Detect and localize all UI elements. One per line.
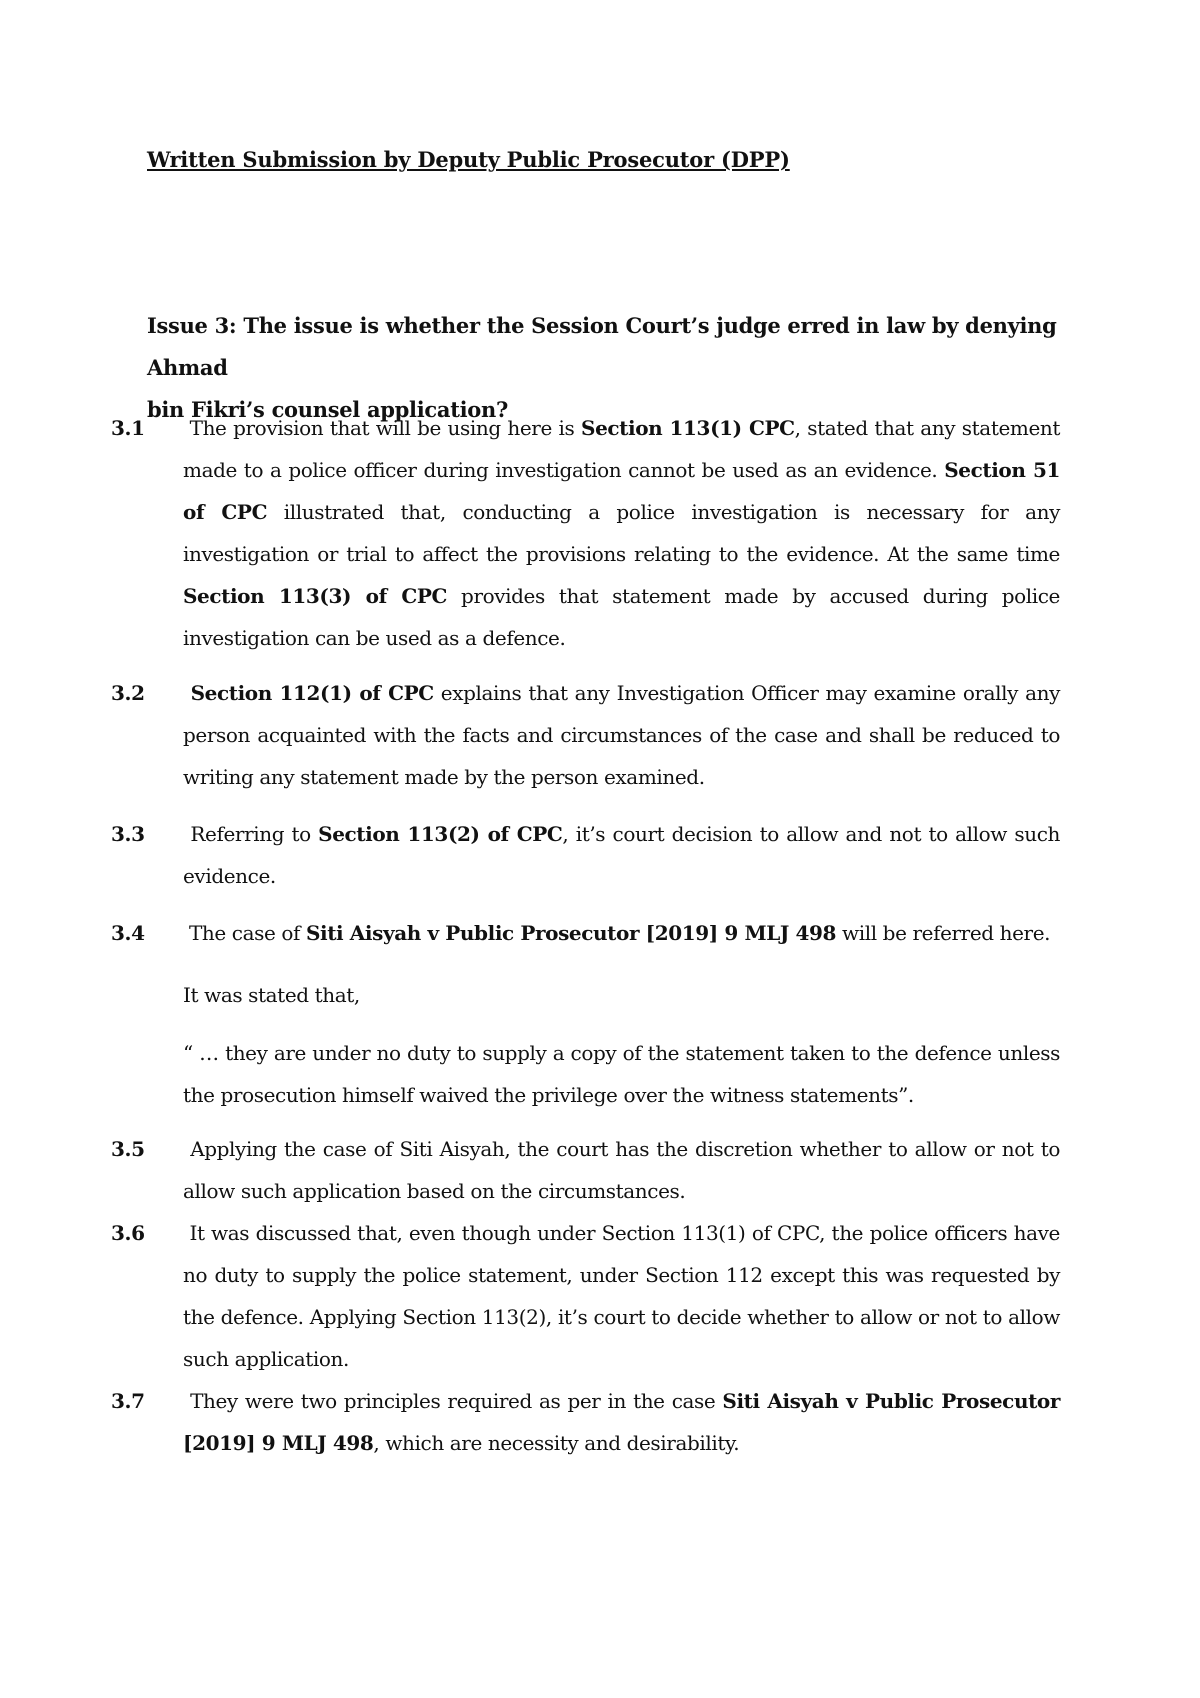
case-citation: Siti Aisyah v Public Prosecutor [2019] 9 MLJ 498 — [183, 1389, 1060, 1455]
paragraph-number: 3.2 — [111, 681, 145, 705]
paragraph-number: 3.3 — [111, 822, 145, 846]
document-title: Written Submission by Deputy Public Prosecutor (DPP) — [147, 147, 790, 172]
paragraph-number: 3.6 — [111, 1221, 145, 1245]
statute-reference: Section 113(2) of CPC — [318, 822, 563, 846]
issue-line-2: bin Fikri’s counsel application? — [147, 397, 508, 422]
quotation: “ … they are under no duty to supply a copy of the statement taken to the defence unless the prosecution himself waived the privilege over the witness statements”. — [183, 1041, 1060, 1107]
text: will be referred here. — [836, 921, 1051, 945]
statute-reference: Section 113(1) CPC — [581, 416, 795, 440]
text: , which are necessity and desirability. — [373, 1431, 740, 1455]
paragraph-3-3 — [111, 813, 1060, 897]
paragraph-3-4 — [111, 912, 1060, 954]
paragraph-3-7 — [111, 1380, 1060, 1464]
text: The provision that will be using here is — [183, 416, 582, 440]
paragraph-3-2 — [111, 672, 1060, 798]
text: Referring to — [183, 822, 319, 846]
paragraph-3-5 — [111, 1128, 1060, 1212]
statute-reference: Section 51 of CPC — [183, 458, 1060, 524]
statute-reference: Section 113(3) of CPC — [183, 584, 448, 608]
text: provides that statement made by accused during police investigation can be used as a defence. — [183, 584, 1060, 650]
case-citation: Siti Aisyah v Public Prosecutor [2019] 9 MLJ 498 — [305, 921, 837, 945]
text: It was discussed that, even though under Section 113(1) of CPC, the police officers have no duty to supply the police statement, under Section 112 except this was requested by the defence. Applying Section 113(2), it’s court to decide whether to allow or not to allow such application. — [183, 1221, 1060, 1371]
statute-reference: Section 112(1) of CPC — [183, 681, 434, 705]
paragraph-3-6 — [111, 1212, 1060, 1380]
paragraph-number: 3.1 — [111, 416, 145, 440]
paragraph-number: 3.7 — [111, 1389, 145, 1413]
text: They were two principles required as per in the case — [183, 1389, 723, 1413]
text: , stated that any statement made to a police officer during investigation cannot be used as an evidence. — [183, 416, 1061, 482]
it-was-stated: It was stated that, — [183, 983, 360, 1007]
text: Applying the case of Siti Aisyah, the court has the discretion whether to allow or not to allow such application based on the circumstances. — [183, 1137, 1060, 1203]
paragraph-number: 3.4 — [111, 921, 145, 945]
issue-line-1: Issue 3: The issue is whether the Session Court’s judge erred in law by denying Ahmad — [147, 313, 1057, 380]
text: explains that any Investigation Officer may examine orally any person acquainted with the facts and circumstances of the case and shall be reduced to writing any statement made by the person examined. — [183, 681, 1060, 789]
text: illustrated that, conducting a police investigation is necessary for any investigation or trial to affect the provisions relating to the evidence. At the same time — [183, 500, 1060, 566]
paragraph-number: 3.5 — [111, 1137, 145, 1161]
paragraph-3-1 — [111, 407, 1061, 659]
text: , it’s court decision to allow and not to allow such evidence. — [183, 822, 1060, 888]
text: The case of — [183, 921, 306, 945]
